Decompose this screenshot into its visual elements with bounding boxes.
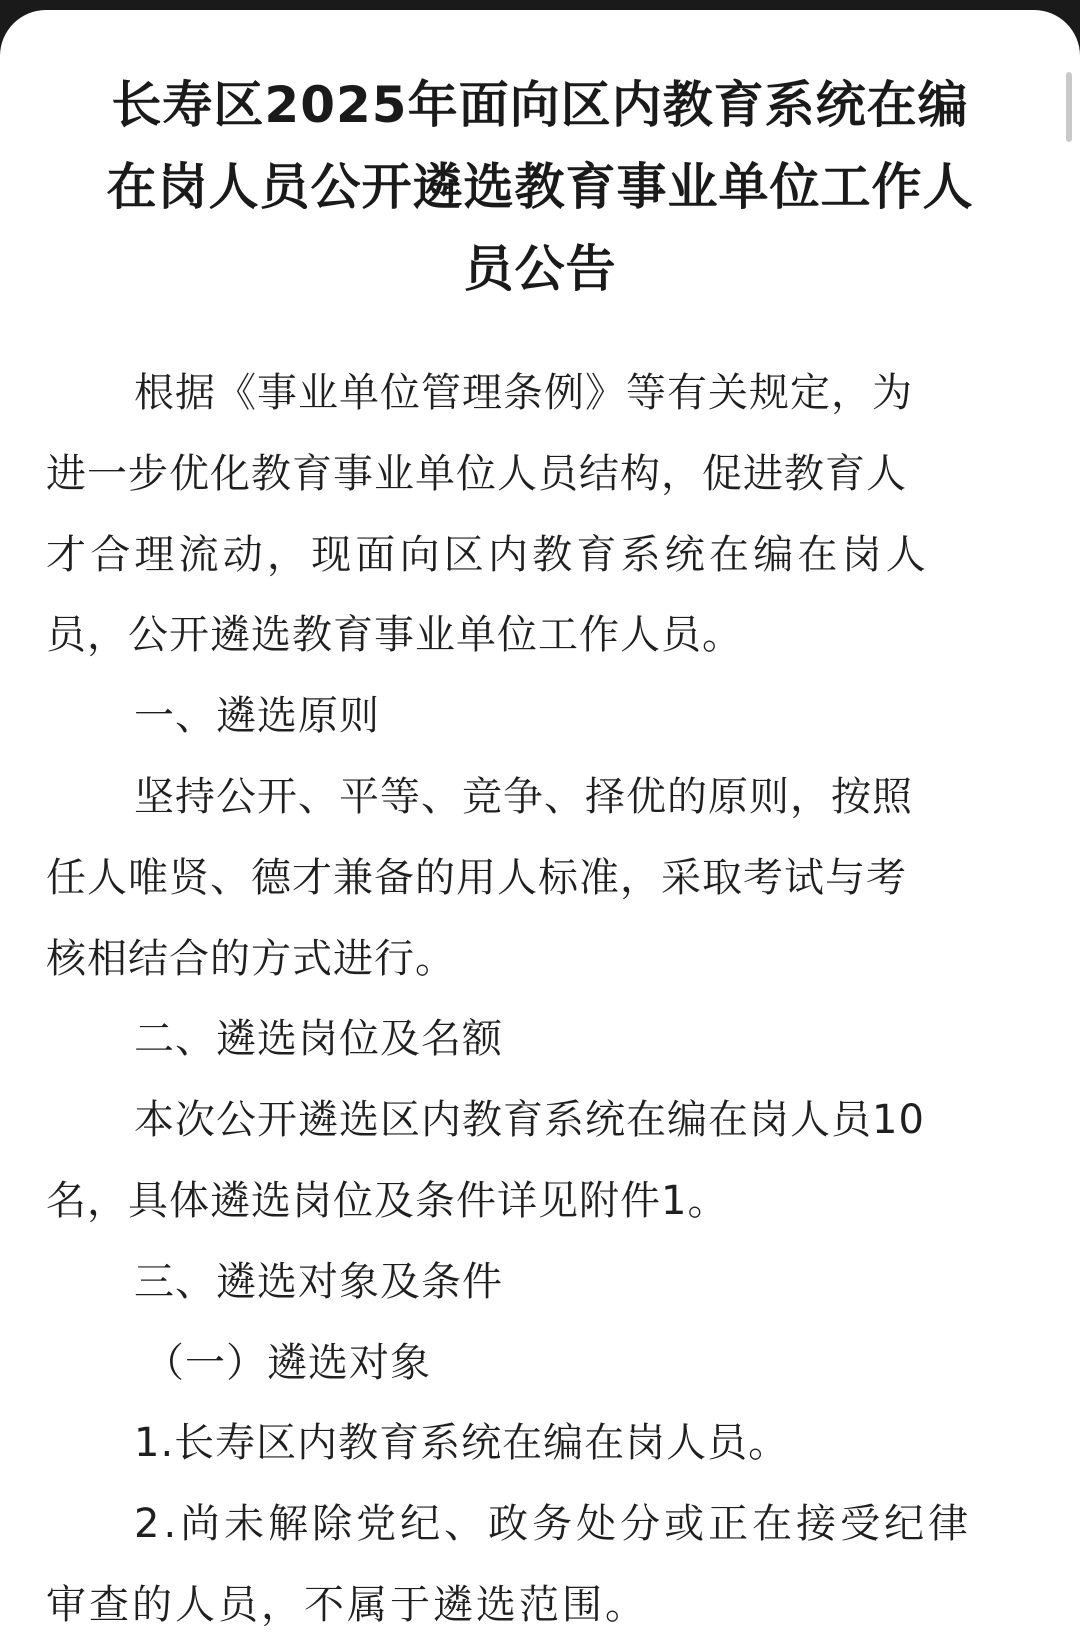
section-3-heading: 三、遴选对象及条件 xyxy=(134,1258,503,1305)
section-1-line-3: 核相结合的方式进行。 xyxy=(46,935,456,982)
section-2-heading: 二、遴选岗位及名额 xyxy=(134,1016,503,1063)
scrollbar[interactable] xyxy=(1066,72,1072,142)
section-1-line-1: 坚持公开、平等、竞争、择优的原则，按照 xyxy=(134,773,913,820)
announcement-body xyxy=(46,353,1036,1641)
title-line-3: 员公告 xyxy=(463,240,617,298)
section-3-item-2-line-2: 审查的人员，不属于遴选范围。 xyxy=(46,1581,648,1628)
title-line-2: 在岗人员公开遴选教育事业单位工作人 xyxy=(106,158,974,216)
announcement-title xyxy=(0,64,1080,310)
section-3-sub-heading: （一）遴选对象 xyxy=(144,1339,431,1386)
section-3-item-2-line-1: 2.尚未解除党纪、政务处分或正在接受纪律 xyxy=(134,1501,973,1548)
section-2-line-1: 本次公开遴选区内教育系统在编在岗人员10 xyxy=(134,1097,925,1144)
document-page[interactable] xyxy=(0,10,1080,1641)
intro-line-3: 才合理流动，现面向区内教育系统在编在岗人 xyxy=(46,531,930,578)
intro-line-1: 根据《事业单位管理条例》等有关规定，为 xyxy=(134,370,913,416)
intro-line-2: 进一步优化教育事业单位人员结构，促进教育人 xyxy=(46,450,907,497)
title-line-1: 长寿区2025年面向区内教育系统在编 xyxy=(111,76,969,134)
section-2-line-2: 名，具体遴选岗位及条件详见附件1。 xyxy=(46,1177,729,1224)
section-1-heading: 一、遴选原则 xyxy=(134,693,380,740)
section-3-item-1: 1.长寿区内教育系统在编在岗人员。 xyxy=(134,1420,790,1467)
intro-line-4: 员，公开遴选教育事业单位工作人员。 xyxy=(46,612,743,659)
section-1-line-2: 任人唯贤、德才兼备的用人标准，采取考试与考 xyxy=(46,854,907,901)
